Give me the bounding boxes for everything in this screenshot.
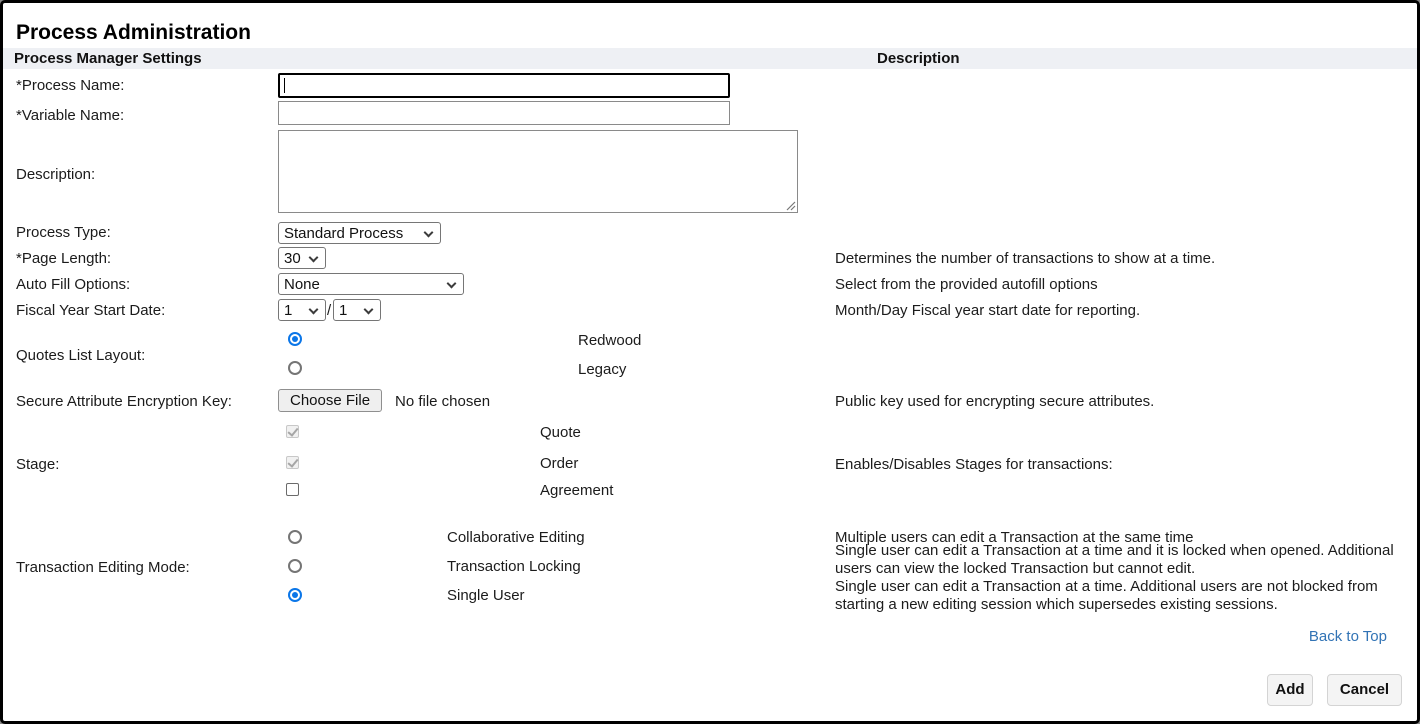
chevron-down-icon	[309, 253, 319, 263]
stage-option-label: Quote	[540, 424, 581, 441]
description-label: Description:	[16, 166, 96, 183]
process-type-value: Standard Process	[284, 225, 404, 242]
editing-mode-option-label[interactable]: Collaborative Editing	[447, 529, 585, 546]
auto-fill-options-label: Auto Fill Options:	[16, 276, 131, 293]
quotes-layout-radio-redwood[interactable]	[288, 332, 302, 346]
page-title: Process Administration	[16, 21, 251, 44]
page-length-select[interactable]	[278, 247, 326, 269]
auto-fill-options-value: None	[284, 276, 320, 293]
section-header-bar	[3, 48, 1417, 69]
fiscal-year-start-date-label: Fiscal Year Start Date:	[16, 302, 166, 319]
fiscal-day-select[interactable]	[333, 299, 381, 321]
fiscal-year-description: Month/Day Fiscal year start date for reporting.	[835, 302, 1141, 319]
page-length-description: Determines the number of transactions to show at a time.	[835, 250, 1216, 267]
chevron-down-icon	[364, 305, 374, 315]
resize-grip-icon[interactable]	[784, 199, 796, 211]
process-name-input[interactable]	[278, 73, 730, 98]
stage-option-label[interactable]: Agreement	[540, 482, 614, 499]
file-status-text: No file chosen	[395, 393, 491, 410]
editing-mode-description: Multiple users can edit a Transaction at the same time	[835, 529, 1194, 546]
page-length-value: 30	[284, 250, 301, 267]
cancel-button[interactable]: Cancel	[1327, 674, 1402, 706]
fiscal-date-separator: /	[327, 302, 332, 319]
chevron-down-icon	[424, 228, 434, 238]
chevron-down-icon	[309, 305, 319, 315]
fiscal-month-value: 1	[284, 302, 293, 319]
editing-mode-description: Single user can edit a Transaction at a time and it is locked when opened. Additional users can view the locked Transaction but cannot edit.	[835, 542, 1394, 577]
stage-checkbox-quote	[286, 425, 299, 438]
auto-fill-options-description: Select from the provided autofill options	[835, 276, 1098, 293]
settings-column-header: Process Manager Settings	[14, 50, 202, 67]
process-name-label: *Process Name:	[16, 77, 125, 94]
stage-checkbox-agreement[interactable]	[286, 483, 299, 496]
process-type-select[interactable]	[278, 222, 441, 244]
editing-mode-option-label[interactable]: Single User	[447, 587, 525, 604]
editing-mode-radio-single-user[interactable]	[288, 588, 302, 602]
description-textarea[interactable]	[278, 130, 798, 213]
auto-fill-options-select[interactable]	[278, 273, 464, 295]
editing-mode-option-label[interactable]: Transaction Locking	[447, 558, 581, 575]
quotes-layout-option-label[interactable]: Redwood	[578, 332, 642, 349]
variable-name-label: *Variable Name:	[16, 107, 125, 124]
fiscal-day-value: 1	[339, 302, 348, 319]
quotes-list-layout-label: Quotes List Layout:	[16, 347, 146, 364]
variable-name-input[interactable]	[278, 101, 730, 125]
stage-checkbox-order	[286, 456, 299, 469]
editing-mode-description: Single user can edit a Transaction at a time. Additional users are not blocked from starting a new editing session which supersedes existing sessions.	[835, 578, 1378, 613]
editing-mode-radio-collaborative[interactable]	[288, 530, 302, 544]
stage-option-label: Order	[540, 455, 579, 472]
stage-description: Enables/Disables Stages for transactions:	[835, 456, 1113, 473]
quotes-layout-radio-legacy[interactable]	[288, 361, 302, 375]
add-button[interactable]: Add	[1267, 674, 1313, 706]
process-type-label: Process Type:	[16, 224, 111, 241]
secure-key-label: Secure Attribute Encryption Key:	[16, 393, 232, 410]
editing-mode-radio-locking[interactable]	[288, 559, 302, 573]
secure-key-description: Public key used for encrypting secure attributes.	[835, 393, 1155, 410]
choose-file-button[interactable]: Choose File	[278, 389, 382, 412]
text-cursor	[284, 78, 285, 93]
chevron-down-icon	[447, 279, 457, 289]
quotes-layout-option-label[interactable]: Legacy	[578, 361, 627, 378]
back-to-top-link[interactable]: Back to Top	[1308, 628, 1387, 645]
description-column-header: Description	[877, 50, 960, 67]
transaction-editing-mode-label: Transaction Editing Mode:	[16, 559, 190, 576]
page-length-label: *Page Length:	[16, 250, 112, 267]
fiscal-month-select[interactable]	[278, 299, 326, 321]
stage-label: Stage:	[16, 456, 60, 473]
